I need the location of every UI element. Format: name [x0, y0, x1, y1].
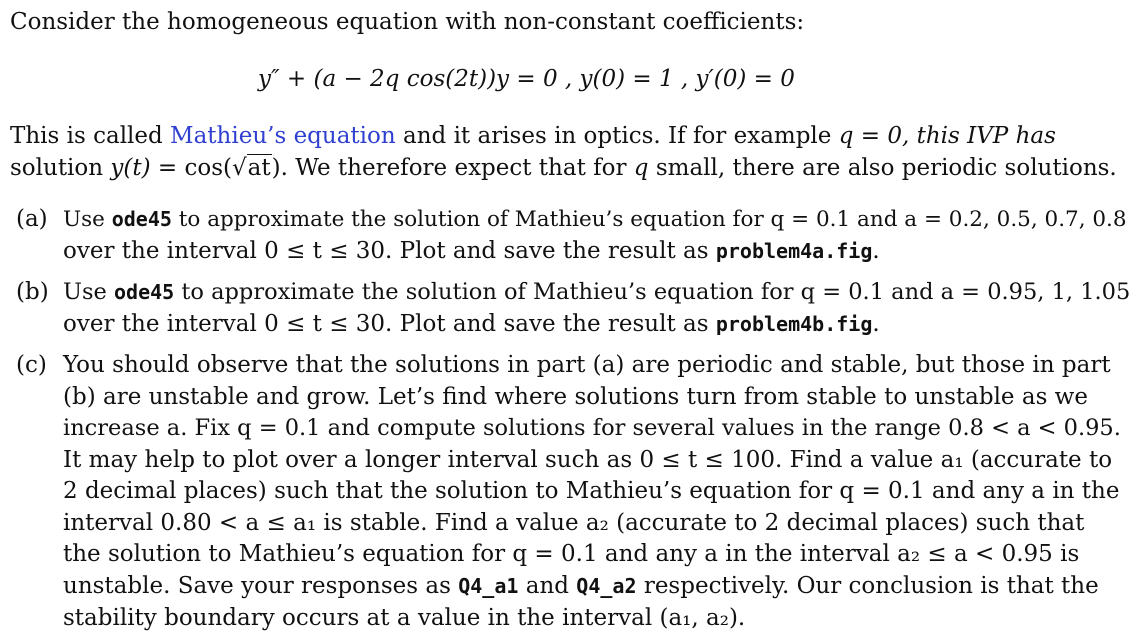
intro-text: Consider the homogeneous equation with non-constant coefficients:	[10, 9, 805, 35]
part-c-line-9: stability boundary occurs at a value in the interval (a₁, a₂).	[63, 605, 746, 631]
part-b-text: Use	[63, 279, 114, 305]
part-a-label: (a)	[16, 206, 48, 232]
part-b-line-2	[63, 309, 880, 341]
part-c-text: and	[518, 573, 577, 599]
para-text: and it arises in optics. If for example	[395, 123, 839, 149]
part-c-line-4: It may help to plot over a longer interval such as 0 ≤ t ≤ 100. Find a value a₁ (accurate to	[63, 447, 1113, 473]
part-c-line-7: the solution to Mathieu’s equation for q = 0.1 and any a in the interval a₂ ≤ a < 0.95 is	[63, 541, 1080, 567]
solution-formula: y(t) = cos(√at)	[110, 155, 281, 181]
part-c-text: unstable. Save your responses as	[63, 573, 459, 599]
para-text: This is called	[10, 123, 171, 149]
part-a-text: .	[872, 238, 880, 264]
part-c-line-2: (b) are unstable and grow. Let’s find where solutions turn from stable to unstable as we	[63, 384, 1088, 410]
para-math: q = 0, this IVP has	[838, 123, 1056, 149]
part-b-text: over the interval 0 ≤ t ≤ 30. Plot and save the result as	[63, 311, 716, 337]
part-c-line-8	[63, 571, 1099, 603]
part-c-label: (c)	[16, 352, 47, 378]
paragraph-line-2	[10, 154, 1117, 182]
mathieu-equation: y″ + (a − 2q cos(2t))y = 0 , y(0) = 1 , y′(0) = 0	[258, 66, 795, 92]
part-c-text: respectively. Our conclusion is that the	[636, 573, 1099, 599]
code-problem4a: problem4a.fig	[715, 239, 873, 263]
part-a-line-1	[63, 204, 1127, 236]
part-c-line-1: You should observe that the solutions in part (a) are periodic and stable, but those in part	[63, 352, 1111, 378]
para-math: q	[633, 155, 649, 181]
code-ode45: ode45	[113, 280, 175, 304]
part-b-label: (b)	[16, 279, 49, 305]
code-problem4b: problem4b.fig	[715, 312, 873, 336]
part-c-line-6: interval 0.80 < a ≤ a₁ is stable. Find a value a₂ (accurate to 2 decimal places) such that	[63, 510, 1085, 536]
para-text: small, there are also periodic solutions.	[648, 155, 1117, 181]
part-c-line-5: 2 decimal places) such that the solution to Mathieu’s equation for q = 0.1 and any a in the	[63, 478, 1120, 504]
part-a-line-2	[63, 236, 880, 268]
part-a-text: Use	[63, 207, 112, 232]
code-ode45: ode45	[111, 207, 172, 231]
paragraph-line-1	[10, 122, 1056, 150]
part-b-text: to approximate the solution of Mathieu’s equation for q = 0.1 and a = 0.95, 1, 1.05	[174, 279, 1131, 305]
mathieu-equation-link[interactable]: Mathieu’s equation	[170, 123, 396, 149]
code-q4-a1: Q4_a1	[458, 574, 519, 598]
part-b-text: .	[872, 311, 880, 337]
part-c-line-3: increase a. Fix q = 0.1 and compute solutions for several values in the range 0.8 < a < 0.95.	[63, 415, 1121, 441]
para-text: . We therefore expect that for	[280, 155, 634, 181]
part-b-line-1	[63, 277, 1130, 309]
code-q4-a2: Q4_a2	[576, 574, 637, 598]
para-text: solution	[10, 155, 111, 181]
part-a-text: over the interval 0 ≤ t ≤ 30. Plot and save the result as	[63, 238, 716, 264]
part-a-text: to approximate the solution of Mathieu’s equation for q = 0.1 and a = 0.2, 0.5, 0.7, 0.8	[171, 207, 1127, 232]
